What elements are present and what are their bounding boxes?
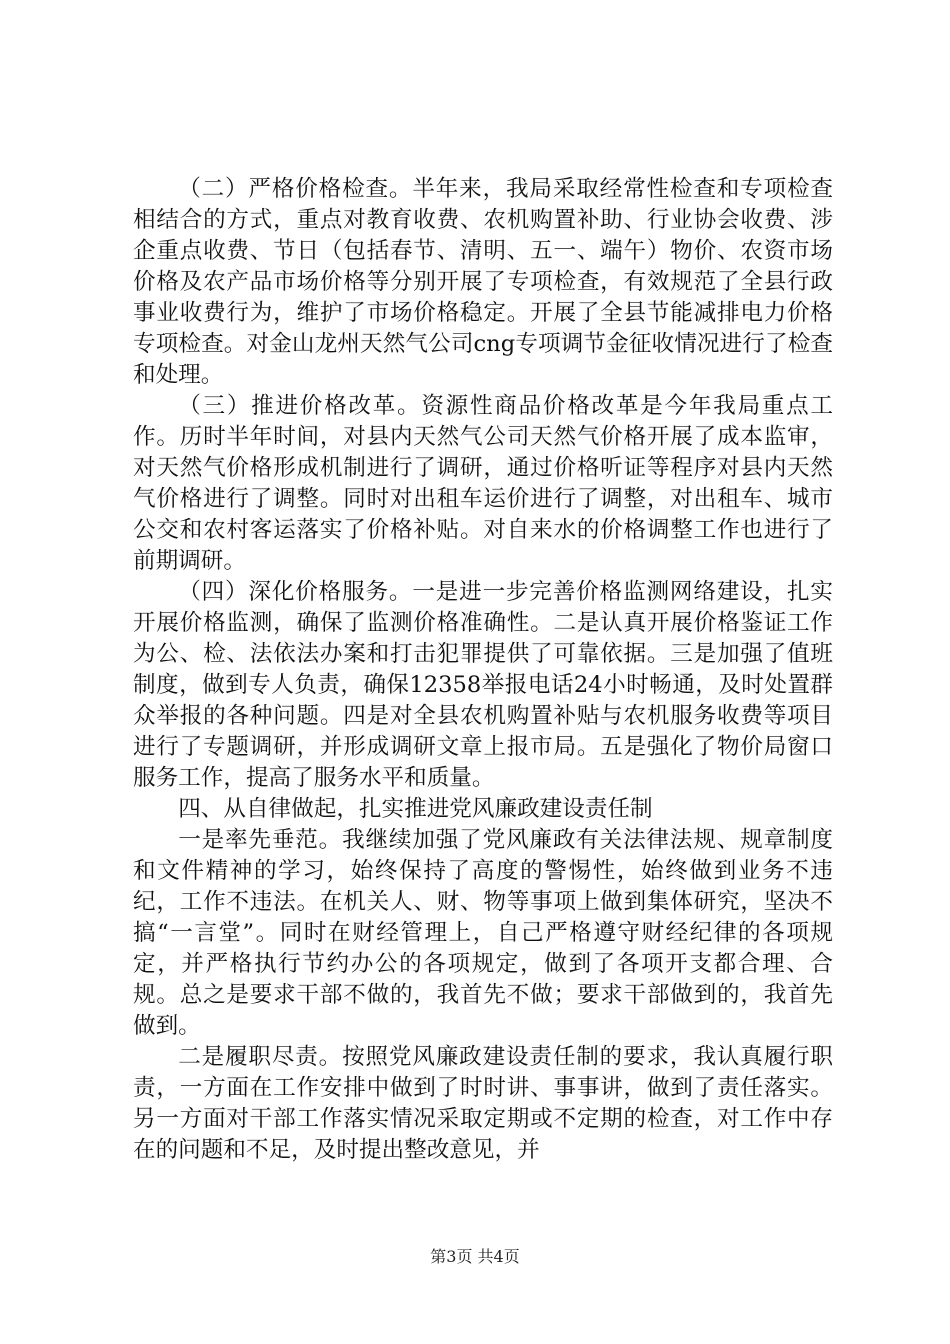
paragraph-price-service: （四）深化价格服务。一是进一步完善价格监测网络建设，扎实开展价格监测，确保了监测价格准确性。二是认真开展价格鉴证工作为公、检、法依法办案和打击犯罪提供了可靠依据。三是加强了值班制度，做到专人负责，确保12358举报电话24小时畅通，及时处置群众举报的各种问题。四是对全县农机购置补贴与农机服务收费等项目进行了专题调研，并形成调研文章上报市局。五是强化了物价局窗口服务工作，提高了服务水平和质量。: [133, 579, 833, 791]
paragraph-fulfill-duties: 二是履职尽责。按照党风廉政建设责任制的要求，我认真履行职责，一方面在工作安排中做到了时时讲、事事讲，做到了责任落实。另一方面对干部工作落实情况采取定期或不定期的检查，对工作中存在的问题和不足，及时提出整改意见，并: [133, 1044, 833, 1163]
paragraph-lead-by-example: 一是率先垂范。我继续加强了党风廉政有关法律法规、规章制度和文件精神的学习，始终保持了高度的警惕性，始终做到业务不违纪，工作不违法。在机关人、财、物等事项上做到集体研究，坚决不搞“一言堂”。同时在财经管理上，自己严格遵守财经纪律的各项规定，并严格执行节约办公的各项规定，做到了各项开支都合理、合规。总之是要求干部不做的，我首先不做；要求干部做到的，我首先做到。: [133, 827, 833, 1039]
document-body: [133, 174, 833, 1166]
section-heading-self-discipline: 四、从自律做起，扎实推进党风廉政建设责任制: [178, 796, 653, 822]
paragraph-price-inspection: （二）严格价格检查。半年来，我局采取经常性检查和专项检查相结合的方式，重点对教育收费、农机购置补助、行业协会收费、涉企重点收费、节日（包括春节、清明、五一、端午）物价、农资市场价格及农产品市场价格等分别开展了专项检查，有效规范了全县行政事业收费行为，维护了市场价格稳定。开展了全县节能减排电力价格专项检查。对金山龙州天然气公司cng专项调节金征收情况进行了检查和处理。: [133, 176, 833, 388]
paragraph-price-reform: （三）推进价格改革。资源性商品价格改革是今年我局重点工作。历时半年时间，对县内天然气公司天然气价格开展了成本监审，对天然气价格形成机制进行了调研，通过价格听证等程序对县内天然气价格进行了调整。同时对出租车运价进行了调整，对出租车、城市公交和农村客运落实了价格补贴。对自来水的价格调整工作也进行了前期调研。: [133, 393, 833, 574]
page-footer: 第3页 共4页: [430, 1247, 520, 1266]
